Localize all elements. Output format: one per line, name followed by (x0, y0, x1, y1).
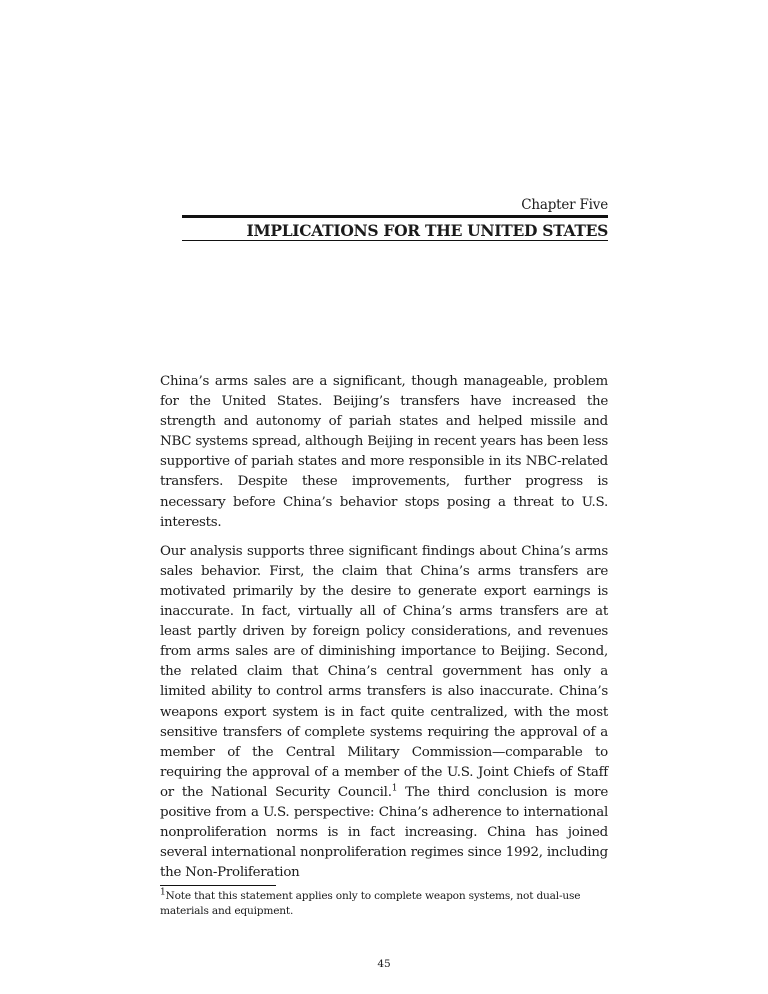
paragraph-1: China’s arms sales are a significant, though manageable, problem for the United States. Beijing’s transfers have increased the strength and autonomy of pariah states and helped missile and NBC systems spread, although Beijing in recent years has been less supportive of pariah states and more responsible in its NBC-related transfers. Despite these improvements, further progress is necessary before China’s behavior stops posing a threat to U.S. interests. (160, 374, 608, 530)
paragraph-2-part-b: The third conclusion is more positive from a U.S. perspective: China’s adherence to international nonproliferation norms is in fact increasing. China has joined several international nonproliferation regimes since 1992, including the Non-Proliferation (160, 784, 608, 881)
footnote-reference[interactable]: 1 (391, 783, 398, 794)
footnote-mark: 1 (160, 887, 166, 898)
footnote-divider (160, 885, 276, 886)
paragraph-2 (160, 542, 608, 884)
footnote (160, 889, 608, 919)
footnote-text: Note that this statement applies only to complete weapon systems, not dual-use materials and equipment. (160, 890, 581, 917)
chapter-rule-thin (182, 240, 608, 241)
body-text (160, 372, 608, 892)
paragraph-2-part-a: Our analysis supports three significant findings about China’s arms sales behavior. First, the claim that China’s arms transfers are motivated primarily by the desire to generate export earnings is inaccurate. In fact, virtually all of China’s arms transfers are at least partly driven by foreign policy considerations, and revenues from arms sales are of diminishing importance to Beijing. Second, the related claim that China’s central government has only a limited ability to control arms transfers is also inaccurate. China’s weapons export system is in fact quite centralized, with the most sensitive transfers of complete systems requiring the approval of a member of the Central Military Commission—comparable to requiring the approval of a member of the U.S. Joint Chiefs of Staff or the National Security Council. (160, 543, 608, 800)
chapter-label: Chapter Five (521, 197, 608, 213)
chapter-title: IMPLICATIONS FOR THE UNITED STATES (246, 221, 608, 240)
chapter-rule-thick (182, 215, 608, 218)
page-number: 45 (377, 958, 391, 970)
